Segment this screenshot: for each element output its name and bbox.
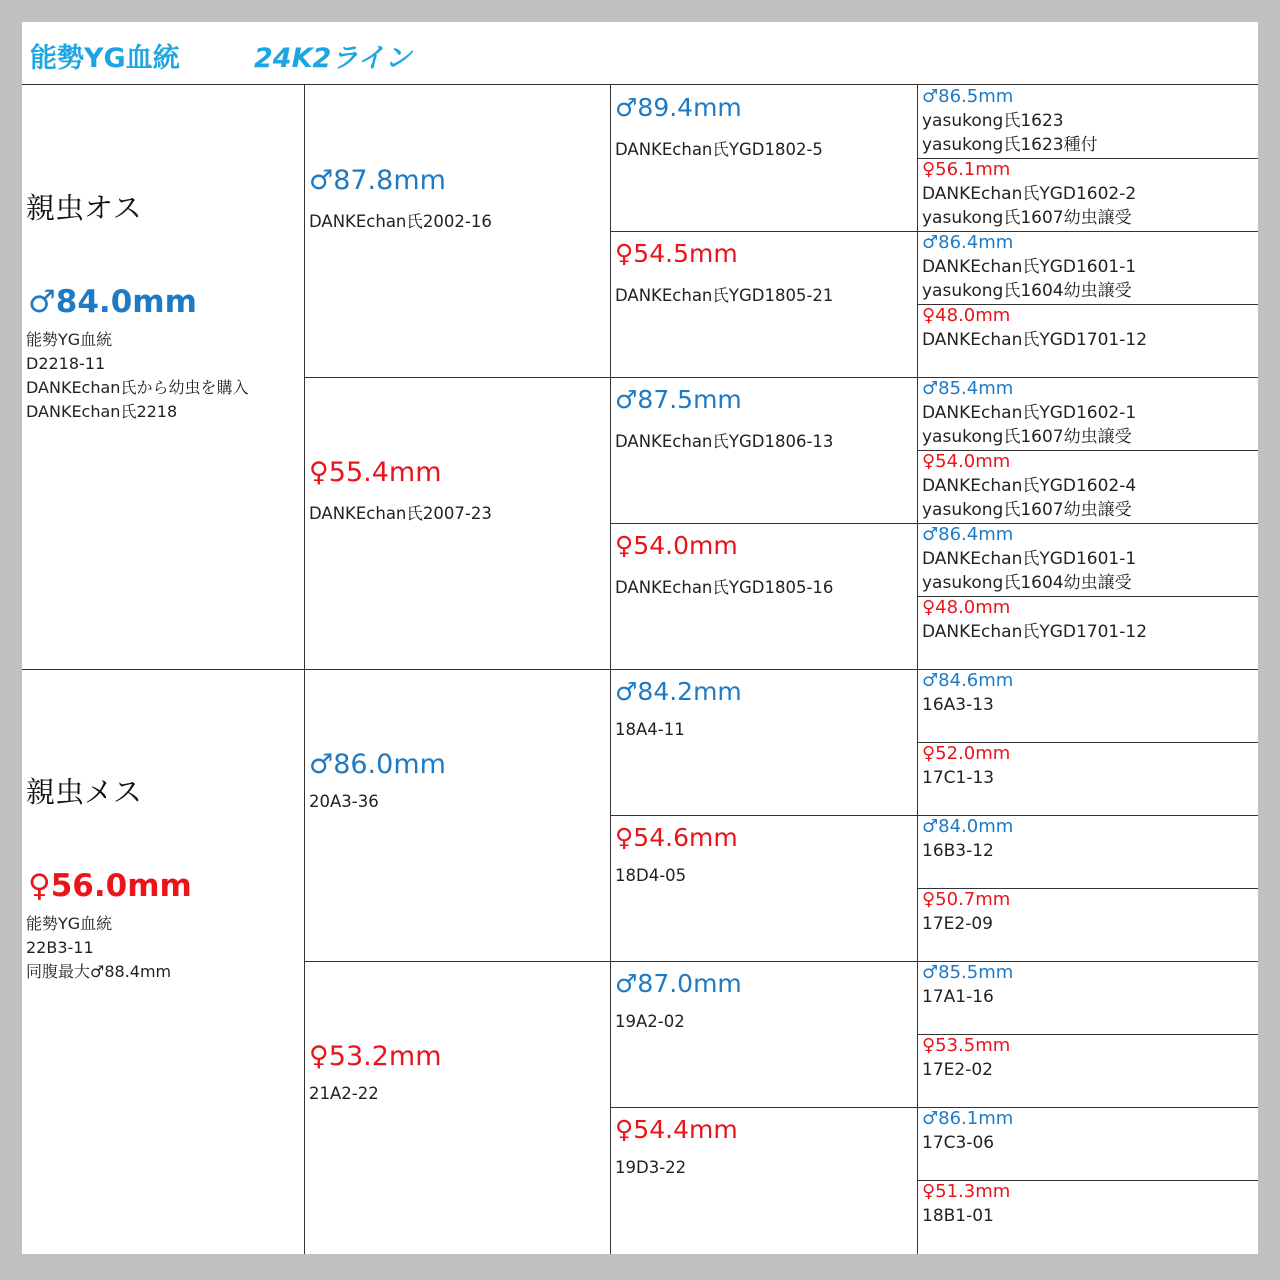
row-divider <box>918 1180 1258 1181</box>
ancestor-id: 18B1-01 <box>922 1206 994 1226</box>
great-grandparent-size: ♂87.0mm <box>615 969 742 998</box>
ancestor-details <box>922 766 994 790</box>
grandparent-id: 21A2-22 <box>309 1084 379 1103</box>
ancestor-cell <box>918 450 1258 523</box>
grandparent-id: DANKEchan氏2007-23 <box>309 504 492 523</box>
ancestor-cell <box>918 523 1258 596</box>
sire-note: 能勢YG血統 <box>26 330 113 349</box>
ancestor-cell <box>918 742 1258 815</box>
ancestor-cell <box>918 1107 1258 1180</box>
row-divider <box>918 304 1258 305</box>
great-grandparent-id: DANKEchan氏YGD1805-21 <box>615 286 834 305</box>
dam-cell <box>22 669 304 1254</box>
row-divider <box>918 742 1258 743</box>
ancestor-note: yasukong氏1607幼虫譲受 <box>922 427 1132 447</box>
row-divider <box>611 815 1258 816</box>
row-divider <box>305 377 1258 378</box>
ancestor-size: ♀50.7mm <box>922 889 1011 910</box>
ancestor-size: ♀48.0mm <box>922 305 1011 326</box>
ancestor-size: ♀52.0mm <box>922 743 1011 764</box>
great-grandparent-cell <box>611 1107 917 1253</box>
great-grandparent-id: 18D4-05 <box>615 866 687 885</box>
sire-size: ♂84.0mm <box>28 284 197 320</box>
sire-note: DANKEchan氏から幼虫を購入 <box>26 378 249 397</box>
ancestor-id: 17E2-02 <box>922 1060 993 1080</box>
great-grandparent-cell <box>611 669 917 815</box>
ancestor-size: ♀48.0mm <box>922 597 1011 618</box>
ancestor-id: DANKEchan氏YGD1701-12 <box>922 330 1148 350</box>
grandparent-id: 20A3-36 <box>309 792 379 811</box>
ancestor-id: DANKEchan氏YGD1601-1 <box>922 549 1137 569</box>
ancestor-size: ♂85.4mm <box>922 378 1014 399</box>
sire-cell <box>22 85 304 669</box>
ancestor-id: DANKEchan氏YGD1601-1 <box>922 257 1137 277</box>
ancestor-id: DANKEchan氏YGD1701-12 <box>922 622 1148 642</box>
ancestor-size: ♂86.4mm <box>922 232 1014 253</box>
ancestor-note: yasukong氏1604幼虫譲受 <box>922 573 1132 593</box>
ancestor-cell <box>918 1180 1258 1253</box>
ancestor-cell <box>918 888 1258 961</box>
row-divider <box>305 961 1258 962</box>
ancestor-details <box>922 620 1147 644</box>
grandparent-cell <box>305 377 610 669</box>
ancestor-details <box>922 182 1136 230</box>
ancestor-size: ♀56.1mm <box>922 159 1011 180</box>
sire-note: D2218-11 <box>26 354 106 373</box>
great-grandparent-size: ♂87.5mm <box>615 385 742 414</box>
ancestor-cell <box>918 961 1258 1034</box>
ancestor-cell <box>918 231 1258 304</box>
ancestor-details <box>922 693 994 717</box>
ancestor-id: DANKEchan氏YGD1602-1 <box>922 403 1137 423</box>
ancestor-cell <box>918 304 1258 377</box>
ancestor-details <box>922 109 1098 157</box>
ancestor-details <box>922 474 1136 522</box>
grandparent-size: ♀55.4mm <box>309 457 442 488</box>
dam-size: ♀56.0mm <box>28 868 192 904</box>
great-grandparent-size: ♂89.4mm <box>615 93 742 122</box>
great-grandparent-size: ♀54.4mm <box>615 1115 738 1144</box>
great-grandparent-size: ♂84.2mm <box>615 677 742 706</box>
ancestor-id: 16A3-13 <box>922 695 994 715</box>
ancestor-details <box>922 1058 993 1082</box>
great-grandparent-id: DANKEchan氏YGD1805-16 <box>615 578 834 597</box>
ancestor-details <box>922 547 1136 595</box>
ancestor-id: 17E2-09 <box>922 914 993 934</box>
great-grandparent-cell <box>611 231 917 377</box>
ancestor-id: 16B3-12 <box>922 841 994 861</box>
ancestor-size: ♂85.5mm <box>922 962 1014 983</box>
grandparent-id: DANKEchan氏2002-16 <box>309 212 492 231</box>
grandparent-cell <box>305 669 610 961</box>
grandparent-size: ♀53.2mm <box>309 1041 442 1072</box>
row-divider <box>918 450 1258 451</box>
great-grandparent-cell <box>611 377 917 523</box>
ancestor-id: 17A1-16 <box>922 987 994 1007</box>
great-grandparent-id: 19A2-02 <box>615 1012 685 1031</box>
dam-note: 能勢YG血統 <box>26 914 113 933</box>
ancestor-details <box>922 1131 994 1155</box>
ancestor-size: ♀53.5mm <box>922 1035 1011 1056</box>
sire-label: 親虫オス <box>26 191 142 225</box>
row-divider <box>918 888 1258 889</box>
ancestor-id: 17C1-13 <box>922 768 995 788</box>
great-grandparent-size: ♀54.6mm <box>615 823 738 852</box>
great-grandparent-id: DANKEchan氏YGD1806-13 <box>615 432 834 451</box>
bloodline-title-text: 能勢YG血統 <box>30 43 180 74</box>
ancestor-size: ♀51.3mm <box>922 1181 1011 1202</box>
great-grandparent-cell <box>611 815 917 961</box>
row-divider <box>611 231 1258 232</box>
great-grandparent-cell <box>611 523 917 669</box>
row-divider <box>918 158 1258 159</box>
ancestor-id: yasukong氏1623 <box>922 111 1064 131</box>
row-divider <box>918 596 1258 597</box>
ancestor-details <box>922 401 1136 449</box>
ancestor-id: 17C3-06 <box>922 1133 995 1153</box>
title-bar <box>22 22 1258 85</box>
grandparent-cell <box>305 85 610 377</box>
ancestor-details <box>922 912 993 936</box>
ancestor-size: ♀54.0mm <box>922 451 1011 472</box>
great-grandparent-cell <box>611 85 917 231</box>
sire-notes <box>26 328 248 424</box>
ancestor-size: ♂86.4mm <box>922 524 1014 545</box>
great-grandparent-cell <box>611 961 917 1107</box>
ancestor-cell <box>918 85 1258 158</box>
grandparent-cell <box>305 961 610 1253</box>
dam-label: 親虫メス <box>26 775 143 809</box>
dam-note: 同腹最大♂88.4mm <box>26 962 172 981</box>
row-divider <box>611 523 1258 524</box>
pedigree-sheet <box>22 22 1258 1254</box>
great-grandparent-size: ♀54.0mm <box>615 531 738 560</box>
bloodline-title <box>30 36 180 75</box>
ancestor-size: ♂86.1mm <box>922 1108 1014 1129</box>
ancestor-size: ♂84.0mm <box>922 816 1014 837</box>
ancestor-details <box>922 839 994 863</box>
great-grandparent-id: 18A4-11 <box>615 720 685 739</box>
ancestor-cell <box>918 1034 1258 1107</box>
ancestor-cell <box>918 377 1258 450</box>
sire-note: DANKEchan氏2218 <box>26 402 178 421</box>
ancestor-cell <box>918 596 1258 669</box>
ancestor-size: ♂86.5mm <box>922 86 1014 107</box>
ancestor-cell <box>918 815 1258 888</box>
row-divider <box>611 1107 1258 1108</box>
ancestor-id: DANKEchan氏YGD1602-2 <box>922 184 1137 204</box>
ancestor-note: yasukong氏1607幼虫譲受 <box>922 208 1132 228</box>
ancestor-details <box>922 328 1147 352</box>
ancestor-note: yasukong氏1623種付 <box>922 135 1098 155</box>
ancestor-details <box>922 255 1136 303</box>
row-divider <box>22 669 1258 670</box>
great-grandparent-id: DANKEchan氏YGD1802-5 <box>615 140 823 159</box>
great-grandparent-size: ♀54.5mm <box>615 239 738 268</box>
great-grandparent-id: 19D3-22 <box>615 1158 687 1177</box>
row-divider <box>918 1034 1258 1035</box>
dam-note: 22B3-11 <box>26 938 94 957</box>
ancestor-cell <box>918 669 1258 742</box>
ancestor-size: ♂84.6mm <box>922 670 1014 691</box>
grandparent-size: ♂86.0mm <box>309 749 446 780</box>
ancestor-id: DANKEchan氏YGD1602-4 <box>922 476 1137 496</box>
ancestor-details <box>922 1204 994 1228</box>
ancestor-details <box>922 985 994 1009</box>
ancestor-note: yasukong氏1607幼虫譲受 <box>922 500 1132 520</box>
line-title: 24K2ライン <box>254 43 412 74</box>
ancestor-cell <box>918 158 1258 231</box>
dam-notes <box>26 912 171 984</box>
grandparent-size: ♂87.8mm <box>309 165 446 196</box>
ancestor-note: yasukong氏1604幼虫譲受 <box>922 281 1132 301</box>
